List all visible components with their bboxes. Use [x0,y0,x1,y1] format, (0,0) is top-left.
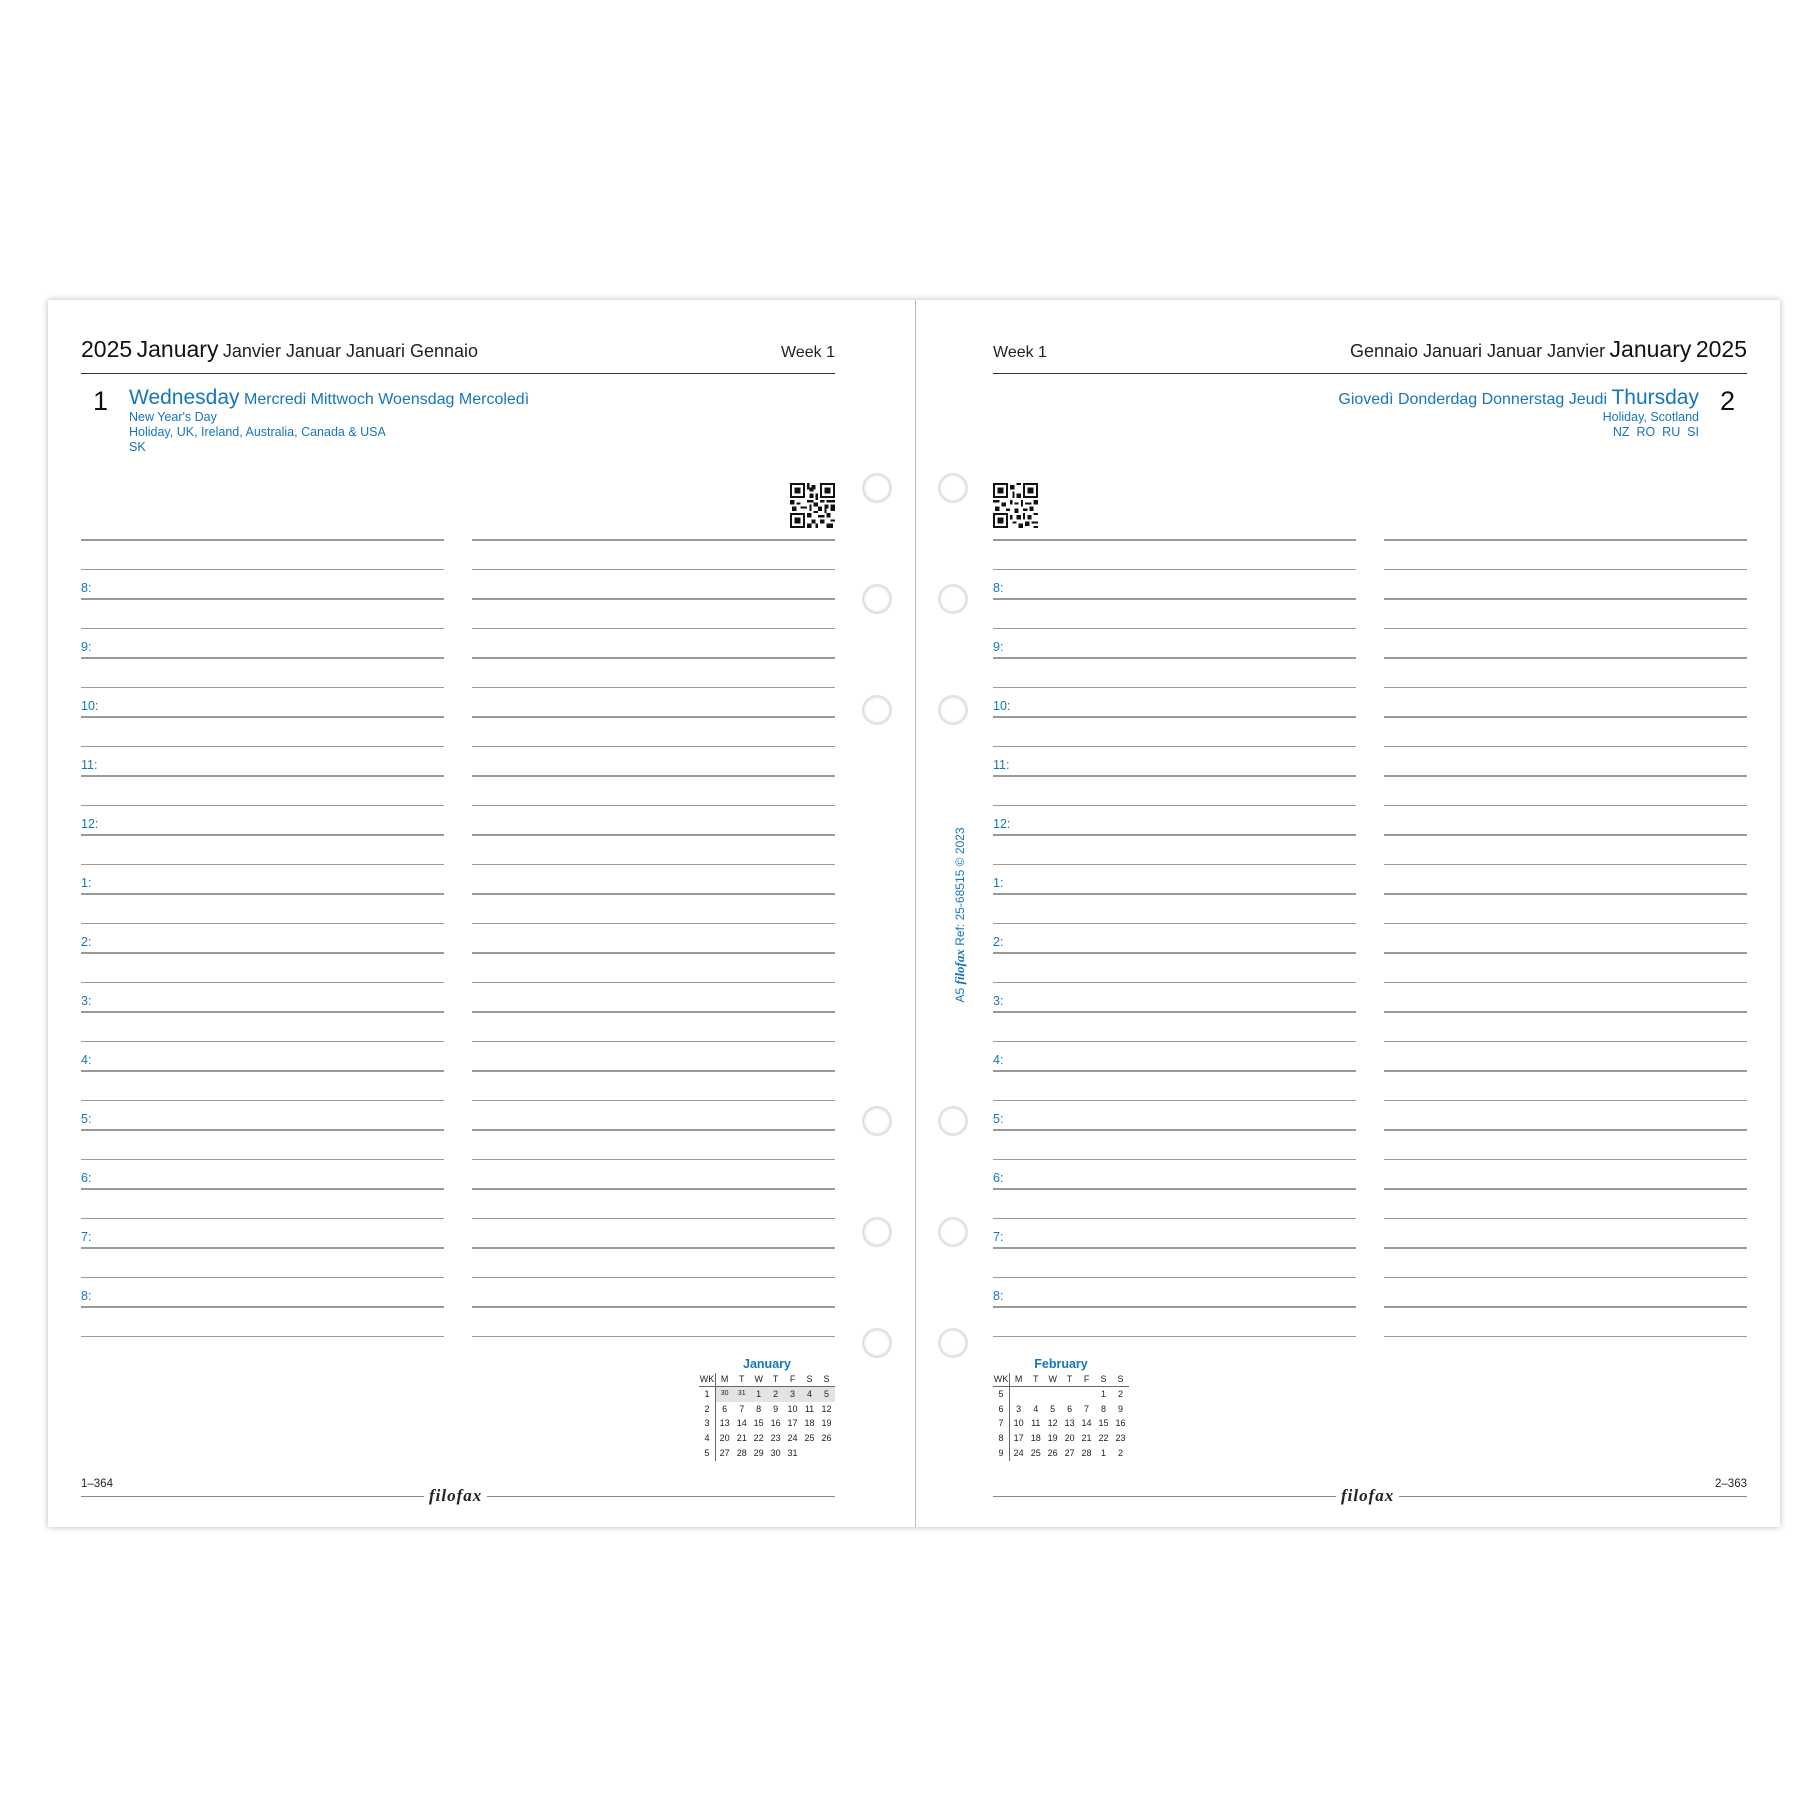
binder-hole [862,695,892,725]
ruled-line [1384,923,1747,925]
ruled-line [81,805,444,807]
ruled-line [993,1011,1356,1013]
ruled-line [993,569,1356,571]
hour-label: 1: [993,876,1004,890]
ruled-line [472,864,835,866]
ruled-line [472,893,835,895]
ruled-line [993,834,1356,836]
ruled-line [472,716,835,718]
month-translations: Gennaio Januari Januar Janvier [1349,341,1606,361]
ruled-line [993,746,1356,748]
ruled-line [472,982,835,984]
ruled-line [993,1159,1356,1161]
mini-calendar-week: 3 13 14 15 16 17 18 19 [699,1416,835,1431]
mini-calendar-week: 5 27 28 29 30 31 [699,1446,835,1461]
copyright: © 2023 [953,827,967,867]
ruled-line [1384,775,1747,777]
week-label: Week 1 [993,344,1047,361]
binder-hole [862,1106,892,1136]
ruled-line [993,805,1356,807]
month-translations: Janvier Januar Januari Gennaio [222,341,479,361]
day-number: 1 [93,386,109,416]
binder-hole [862,473,892,503]
ruled-line [81,628,444,630]
ruled-line [81,923,444,925]
ruled-line [81,1129,444,1131]
hour-label: 1: [81,876,92,890]
mini-calendar [699,1357,835,1461]
ruled-line [81,1277,444,1279]
ruled-line [993,775,1356,777]
ruled-line [993,716,1356,718]
binder-hole [938,584,968,614]
day-note: SK [129,440,146,454]
hour-label: 8: [993,581,1004,595]
month-name: January [1609,336,1692,362]
ruled-line [1384,1218,1747,1220]
hour-label: 10: [993,699,1011,713]
page-footer [993,1478,1747,1506]
ruled-line [81,539,444,541]
mini-calendar-week: 4 20 21 22 23 24 25 26 [699,1431,835,1446]
hour-label: 7: [81,1230,92,1244]
hour-label: 5: [993,1112,1004,1126]
mini-calendar-header: WK M T W T F S S [993,1373,1129,1387]
ruled-line [993,1336,1356,1338]
hour-label: 9: [81,640,92,654]
ruled-line [472,1070,835,1072]
mini-calendar-week: 2 6 7 8 9 10 11 12 [699,1402,835,1417]
ruled-line [1384,628,1747,630]
ruled-line [81,598,444,600]
ruled-line [81,1218,444,1220]
ruled-line [993,1188,1356,1190]
day-note: Holiday, Scotland [1602,410,1699,424]
binder-hole [938,695,968,725]
ruled-line [1384,1070,1747,1072]
ruled-line [1384,1011,1747,1013]
ruled-line [1384,687,1747,689]
ruled-line [1384,893,1747,895]
ruled-line [993,1218,1356,1220]
hour-label: 2: [81,935,92,949]
ruled-line [993,1277,1356,1279]
ruled-line [1384,716,1747,718]
ruled-line [993,1100,1356,1102]
ruled-line [81,1159,444,1161]
ruled-line [993,1070,1356,1072]
day-name: Thursday [1611,386,1699,409]
ruled-line [1384,805,1747,807]
binder-hole [938,1106,968,1136]
ruled-line [81,834,444,836]
ruled-line [472,1336,835,1338]
ruled-line [81,716,444,718]
ruled-line [1384,1129,1747,1131]
ruled-line [81,982,444,984]
hour-label: 3: [81,994,92,1008]
ruled-line [472,746,835,748]
ruled-line [81,893,444,895]
ruled-line [472,1129,835,1131]
ruled-line [993,657,1356,659]
ruled-line [472,598,835,600]
ruled-line [472,1277,835,1279]
ruled-line [993,952,1356,954]
filofax-logo: filofax [424,1486,487,1506]
ruled-line [472,1247,835,1249]
binder-hole [938,1217,968,1247]
hour-label: 5: [81,1112,92,1126]
mini-calendar-week: 1 30 31 1 2 3 4 5 [699,1387,835,1402]
ruled-line [1384,598,1747,600]
filofax-logo: filofax [1336,1486,1399,1506]
week-label: Week 1 [781,344,835,361]
left-page [81,300,835,1527]
mini-calendar-grid [699,1373,835,1461]
page-reference: 2–363 [1715,1478,1747,1490]
hour-label: 7: [993,1230,1004,1244]
binder-hole [862,1328,892,1358]
ruled-line [993,893,1356,895]
ruled-line [472,775,835,777]
ruled-line [472,539,835,541]
ruled-lines [81,300,835,1440]
ruled-line [472,1218,835,1220]
mini-calendar-week: 8 17 18 19 20 21 22 23 [993,1431,1129,1446]
hour-label: 4: [81,1053,92,1067]
product-ref: Ref: 25-68515 [953,869,967,946]
ruled-line [81,864,444,866]
ruled-line [81,687,444,689]
mini-calendar-week: 6 3 4 5 6 7 8 9 [993,1402,1129,1417]
mini-calendar-week: 9 24 25 26 27 28 1 2 [993,1446,1129,1461]
ruled-line [993,982,1356,984]
ruled-line [1384,1188,1747,1190]
ruled-line [472,805,835,807]
ruled-line [472,834,835,836]
ruled-line [1384,1041,1747,1043]
hour-label: 2: [993,935,1004,949]
ruled-line [1384,1100,1747,1102]
ruled-line [472,657,835,659]
ruled-line [1384,1306,1747,1308]
spine-imprint [952,827,968,1002]
ruled-line [1384,569,1747,571]
mini-calendar [993,1357,1129,1461]
hour-label: 6: [81,1171,92,1185]
ruled-line [993,1129,1356,1131]
ruled-line [993,598,1356,600]
ruled-line [472,1041,835,1043]
ruled-line [993,539,1356,541]
ruled-line [81,1070,444,1072]
hour-label: 8: [993,1289,1004,1303]
ruled-line [993,864,1356,866]
ruled-line [1384,834,1747,836]
ruled-line [472,569,835,571]
ruled-line [993,687,1356,689]
ruled-line [993,628,1356,630]
day-translations: Giovedì Donderdag Donnerstag Jeudi [1338,391,1607,408]
mini-calendar-week: 5 1 2 [993,1387,1129,1402]
hour-label: 3: [993,994,1004,1008]
mini-calendar-month: February [1034,1357,1088,1371]
mini-calendar-month: January [743,1357,791,1371]
ruled-line [81,569,444,571]
hour-label: 9: [993,640,1004,654]
binder-hole [862,584,892,614]
month-name: January [136,336,219,362]
ruled-line [1384,746,1747,748]
ruled-line [81,657,444,659]
filofax-logo: filofax [952,949,967,985]
day-name: Wednesday [129,386,240,409]
hour-label: 12: [81,817,99,831]
ruled-line [1384,657,1747,659]
page-reference: 1–364 [81,1478,113,1490]
binder-hole [862,1217,892,1247]
ruled-line [81,1188,444,1190]
hour-label: 11: [993,758,1010,772]
ruled-line [1384,982,1747,984]
ruled-line [472,1306,835,1308]
ruled-line [472,628,835,630]
mini-calendar-header: WK M T W T F S S [699,1373,835,1387]
ruled-line [472,687,835,689]
spread-gutter [915,300,916,1527]
ruled-line [993,1041,1356,1043]
day-number: 2 [1719,386,1735,416]
ruled-line [472,923,835,925]
ruled-line [472,952,835,954]
day-note: New Year's Day [129,410,217,424]
hour-label: 8: [81,1289,92,1303]
ruled-line [81,1247,444,1249]
mini-calendar-week: 7 10 11 12 13 14 15 16 [993,1416,1129,1431]
ruled-line [81,1306,444,1308]
page-footer [81,1478,835,1506]
ruled-line [1384,1336,1747,1338]
hour-label: 11: [81,758,98,772]
hour-label: 4: [993,1053,1004,1067]
day-translations: Mercredi Mittwoch Woensdag Mercoledì [243,391,530,408]
binder-hole [938,473,968,503]
year: 2025 [81,336,133,362]
ruled-line [993,923,1356,925]
ruled-line [472,1188,835,1190]
ruled-line [81,1336,444,1338]
year: 2025 [1695,336,1747,362]
binder-hole [938,1328,968,1358]
ruled-line [1384,1159,1747,1161]
ruled-line [1384,1277,1747,1279]
ruled-line [1384,1247,1747,1249]
ruled-line [993,1247,1356,1249]
hour-label: 12: [993,817,1011,831]
ruled-line [81,952,444,954]
day-note: NZ RO RU SI [1612,425,1699,439]
ruled-lines [993,300,1747,1440]
ruled-line [1384,864,1747,866]
ruled-line [81,775,444,777]
ruled-line [81,1011,444,1013]
right-page [993,300,1747,1527]
ruled-line [993,1306,1356,1308]
ruled-line [472,1159,835,1161]
paper-size: A5 [953,987,967,1003]
ruled-line [1384,952,1747,954]
hour-label: 8: [81,581,92,595]
day-note: Holiday, UK, Ireland, Australia, Canada & USA [129,425,386,439]
ruled-line [81,1100,444,1102]
ruled-line [81,1041,444,1043]
ruled-line [81,746,444,748]
hour-label: 10: [81,699,99,713]
mini-calendar-grid [993,1373,1129,1461]
ruled-line [472,1100,835,1102]
hour-label: 6: [993,1171,1004,1185]
ruled-line [1384,539,1747,541]
ruled-line [472,1011,835,1013]
